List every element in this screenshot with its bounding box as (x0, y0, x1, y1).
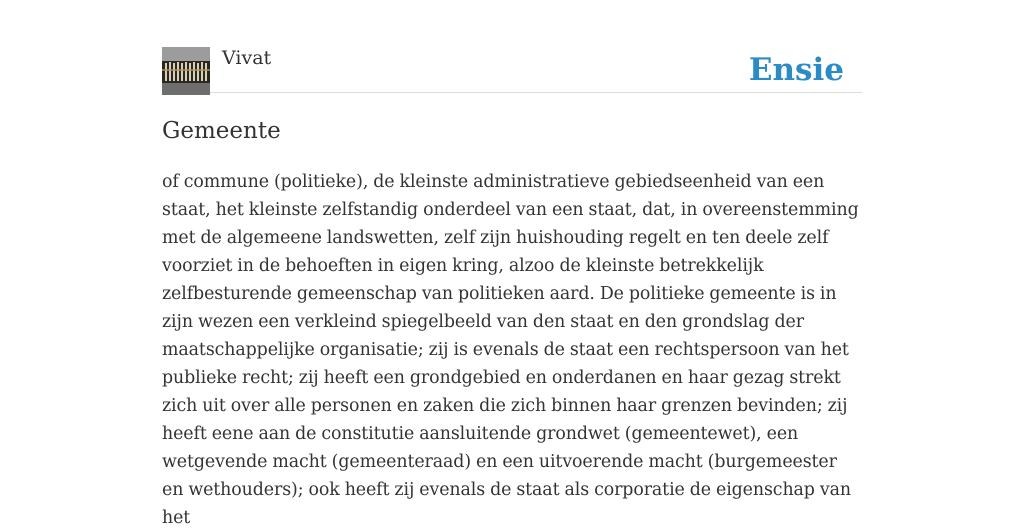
header (162, 46, 862, 93)
avatar-image (162, 47, 210, 95)
source-name[interactable]: Vivat (222, 47, 272, 69)
brand-logo[interactable]: Ensie (748, 52, 844, 88)
page-title: Gemeente (162, 118, 281, 144)
book-spines-icon[interactable] (162, 47, 210, 95)
article-body: of commune (politieke), de kleinste administratieve gebiedseenheid van een staat, het kleinste zelfstandig onderdeel van een staat, dat, in overeenstemming met de algemeene landswetten, zelf zijn huishouding regelt en ten deele zelf voorziet in de behoeften in eigen kring, alzoo de kleinste betrekkelijk zelfbesturende gemeenschap van politieken aard. De politieke gemeente is in zijn wezen een verkleind spiegelbeeld van den staat en den grondslag der maatschappelijke organisatie; zij is evenals de staat een rechtspersoon van het publieke recht; zij heeft een grondgebied en onderdanen en haar gezag strekt zich uit over alle personen en zaken die zich binnen haar grenzen bevinden; zij heeft eene aan de constitutie aansluitende grondwet (gemeentewet), een wetgevende macht (gemeenteraad) en een uitvoerende macht (burgemeester en wethouders); ook heeft zij evenals de staat als corporatie de eigenschap van het (162, 172, 859, 528)
